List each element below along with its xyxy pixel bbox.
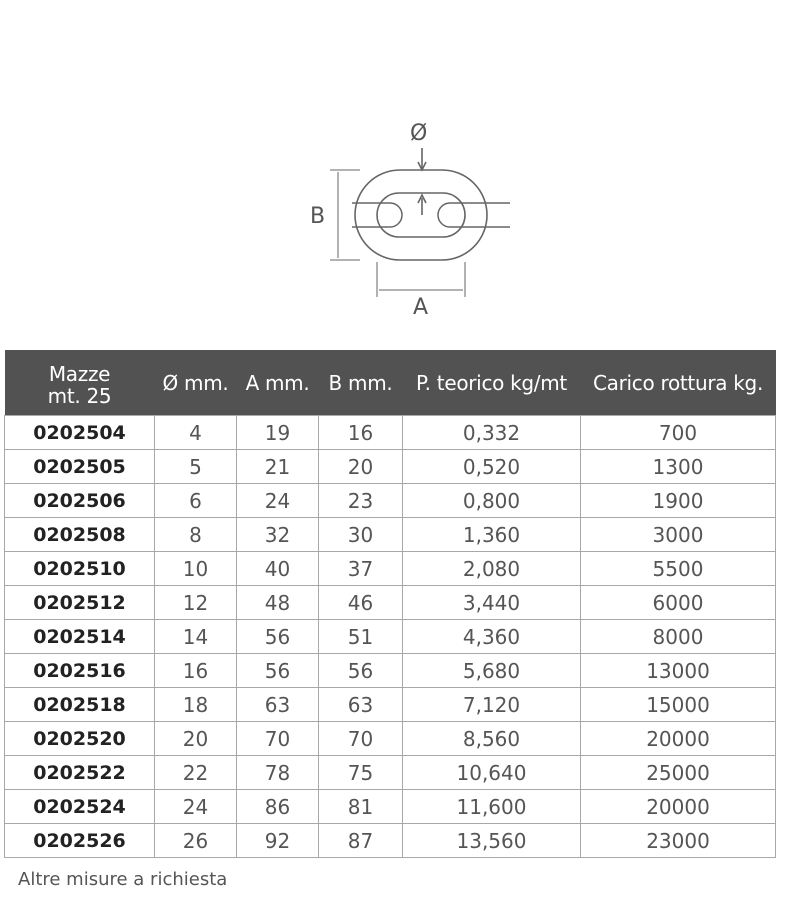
cell-breaking-load: 23000 [581, 824, 776, 858]
cell-breaking-load: 15000 [581, 688, 776, 722]
cell-code: 0202508 [5, 518, 155, 552]
cell-weight: 0,520 [403, 450, 581, 484]
cell-code: 0202510 [5, 552, 155, 586]
cell-breaking-load: 20000 [581, 722, 776, 756]
cell-b: 30 [319, 518, 403, 552]
header-diameter: Ø mm. [155, 350, 237, 416]
cell-diameter: 14 [155, 620, 237, 654]
cell-breaking-load: 1300 [581, 450, 776, 484]
table-row [5, 552, 776, 586]
cell-b: 81 [319, 790, 403, 824]
cell-weight: 8,560 [403, 722, 581, 756]
table-row [5, 484, 776, 518]
header-code-line2: mt. 25 [47, 383, 112, 408]
cell-diameter: 16 [155, 654, 237, 688]
cell-code: 0202514 [5, 620, 155, 654]
footnote: Altre misure a richiesta [18, 869, 228, 890]
table-row [5, 688, 776, 722]
chain-link-diagram [300, 110, 530, 325]
cell-weight: 4,360 [403, 620, 581, 654]
table-row [5, 824, 776, 858]
cell-a: 92 [237, 824, 319, 858]
cell-b: 56 [319, 654, 403, 688]
cell-breaking-load: 8000 [581, 620, 776, 654]
cell-diameter: 26 [155, 824, 237, 858]
cell-a: 19 [237, 416, 319, 450]
cell-a: 63 [237, 688, 319, 722]
cell-weight: 0,332 [403, 416, 581, 450]
header-code [5, 350, 155, 416]
table-row [5, 654, 776, 688]
cell-weight: 7,120 [403, 688, 581, 722]
cell-a: 78 [237, 756, 319, 790]
cell-a: 32 [237, 518, 319, 552]
cell-weight: 3,440 [403, 586, 581, 620]
header-a: A mm. [237, 350, 319, 416]
cell-a: 40 [237, 552, 319, 586]
chain-spec-table [4, 350, 776, 858]
cell-diameter: 8 [155, 518, 237, 552]
cell-code: 0202522 [5, 756, 155, 790]
cell-diameter: 12 [155, 586, 237, 620]
cell-b: 20 [319, 450, 403, 484]
cell-a: 56 [237, 620, 319, 654]
cell-weight: 11,600 [403, 790, 581, 824]
table-row [5, 518, 776, 552]
cell-breaking-load: 6000 [581, 586, 776, 620]
cell-diameter: 20 [155, 722, 237, 756]
cell-b: 37 [319, 552, 403, 586]
cell-diameter: 22 [155, 756, 237, 790]
table-row [5, 620, 776, 654]
header-breaking-load: Carico rottura kg. [581, 350, 776, 416]
cell-breaking-load: 3000 [581, 518, 776, 552]
cell-code: 0202524 [5, 790, 155, 824]
header-weight: P. teorico kg/mt [403, 350, 581, 416]
cell-code: 0202506 [5, 484, 155, 518]
header-b: B mm. [319, 350, 403, 416]
cell-code: 0202516 [5, 654, 155, 688]
cell-code: 0202526 [5, 824, 155, 858]
cell-breaking-load: 13000 [581, 654, 776, 688]
cell-a: 70 [237, 722, 319, 756]
cell-b: 46 [319, 586, 403, 620]
cell-b: 16 [319, 416, 403, 450]
cell-b: 23 [319, 484, 403, 518]
cell-breaking-load: 700 [581, 416, 776, 450]
cell-weight: 13,560 [403, 824, 581, 858]
label-a: A [413, 295, 429, 320]
cell-a: 86 [237, 790, 319, 824]
cell-a: 21 [237, 450, 319, 484]
cell-breaking-load: 1900 [581, 484, 776, 518]
cell-diameter: 24 [155, 790, 237, 824]
cell-b: 63 [319, 688, 403, 722]
table-row [5, 416, 776, 450]
label-diameter: Ø [410, 121, 428, 146]
cell-code: 0202518 [5, 688, 155, 722]
cell-b: 87 [319, 824, 403, 858]
cell-a: 48 [237, 586, 319, 620]
table-row [5, 450, 776, 484]
cell-weight: 5,680 [403, 654, 581, 688]
cell-diameter: 5 [155, 450, 237, 484]
cell-b: 70 [319, 722, 403, 756]
cell-breaking-load: 5500 [581, 552, 776, 586]
label-b: B [310, 204, 326, 229]
table-row [5, 756, 776, 790]
header-code-line1: Mazze [48, 361, 111, 386]
table-row [5, 722, 776, 756]
cell-weight: 0,800 [403, 484, 581, 518]
cell-breaking-load: 25000 [581, 756, 776, 790]
cell-b: 75 [319, 756, 403, 790]
table-body [5, 416, 776, 858]
cell-a: 56 [237, 654, 319, 688]
cell-b: 51 [319, 620, 403, 654]
cell-diameter: 4 [155, 416, 237, 450]
cell-weight: 10,640 [403, 756, 581, 790]
chain-link-icon [330, 148, 510, 297]
cell-code: 0202505 [5, 450, 155, 484]
cell-a: 24 [237, 484, 319, 518]
table-header-row [5, 350, 776, 416]
cell-code: 0202512 [5, 586, 155, 620]
table-row [5, 586, 776, 620]
cell-diameter: 6 [155, 484, 237, 518]
cell-breaking-load: 20000 [581, 790, 776, 824]
cell-diameter: 18 [155, 688, 237, 722]
cell-code: 0202504 [5, 416, 155, 450]
cell-weight: 2,080 [403, 552, 581, 586]
cell-code: 0202520 [5, 722, 155, 756]
cell-diameter: 10 [155, 552, 237, 586]
table-row [5, 790, 776, 824]
cell-weight: 1,360 [403, 518, 581, 552]
